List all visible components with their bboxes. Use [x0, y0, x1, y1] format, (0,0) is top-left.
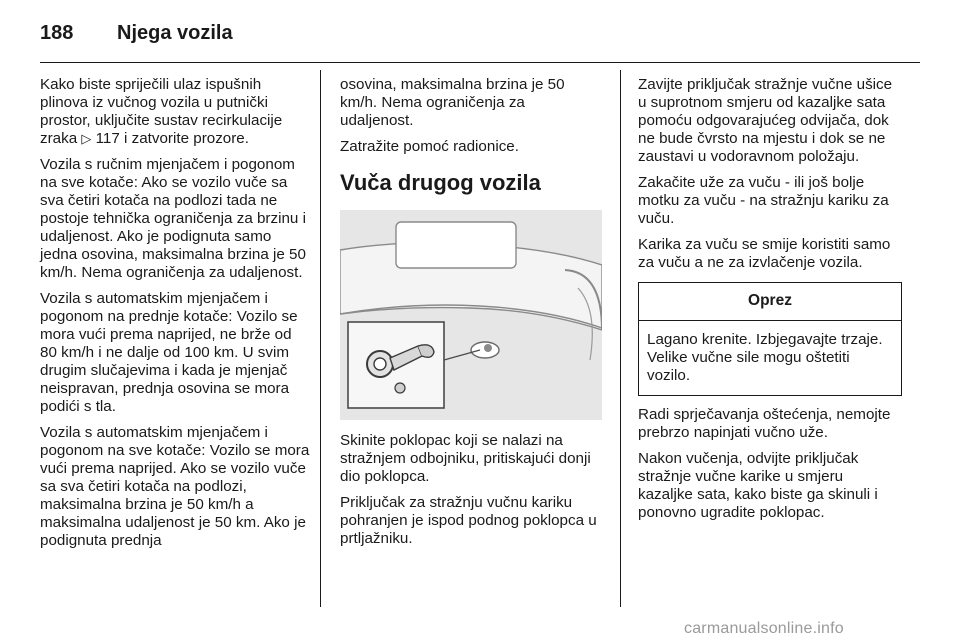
- paragraph: Nakon vučenja, odvijte priključak stražnje vučne karike u smjeru kazaljke sata, kako biste ga skinuli i ponovno ugradite poklopac.: [638, 450, 878, 521]
- page-reference-text: 117 i zatvorite prozore.: [95, 130, 249, 147]
- watermark: carmanualsonline.info: [684, 620, 844, 637]
- column-1: [40, 76, 310, 558]
- paragraph: osovina, maksimalna brzina je 50 km/h. Nema ograničenja za udaljenost.: [340, 76, 565, 129]
- column-divider: [320, 70, 321, 607]
- column-2: [340, 76, 602, 556]
- paragraph: [40, 76, 310, 148]
- paragraph: Vozila s ručnim mjenjačem i pogonom na sve kotače: Ako se vozilo vuče sa sva četiri kotača na podlozi tada ne postoje tehnička ograničenja za brzinu i udaljenost. Ako je podignuta samo jedna osovina, maksimalna brzina je 50 km/h. Nema ograničenja za udaljenost.: [40, 156, 306, 281]
- tow-hook-drawing: [340, 210, 602, 420]
- paragraph: Zavijte priključak stražnje vučne ušice u suprotnom smjeru od kazaljke sata pomoću odgovarajućeg odvijača, dok ne bude čvrsto na mjestu i dok se ne zaustavi u vodoravnom položaju.: [638, 76, 893, 165]
- paragraph: Skinite poklopac koji se nalazi na stražnjem odbojniku, pritiskajući donji dio poklopca.: [340, 432, 591, 485]
- column-3: [638, 76, 902, 530]
- paragraph: Karika za vuču se smije koristiti samo za vuču a ne za izvlačenje vozila.: [638, 236, 891, 271]
- caution-box: [638, 282, 902, 396]
- paragraph: Radi sprječavanja oštećenja, nemojte prebrzo napinjati vučno uže.: [638, 406, 891, 441]
- column-divider: [620, 70, 621, 607]
- paragraph: Zatražite pomoć radionice.: [340, 138, 519, 155]
- paragraph-text: Kako biste spriječili ulaz ispušnih plinova iz vučnog vozila u putnički prostor, uključite sustav recirkulacije zraka: [40, 76, 283, 147]
- paragraph: Zakačite uže za vuču - ili još bolje motku za vuču - na stražnju kariku za vuču.: [638, 174, 889, 227]
- tow-hook-illustration: [340, 210, 602, 420]
- section-heading: Vuča drugog vozila: [340, 170, 541, 195]
- caution-title: Oprez: [639, 283, 901, 321]
- caution-body: Lagano krenite. Izbjegavajte trzaje. Velike vučne sile mogu oštetiti vozilo.: [647, 331, 883, 384]
- page-reference-arrow-icon: ▷: [81, 131, 92, 146]
- page-number: 188: [40, 22, 74, 44]
- paragraph: Vozila s automatskim mjenjačem i pogonom na sve kotače: Vozilo se mora vući prema naprijed. Ako se vozilo vuče sa sva četiri kotača na podlozi, maksimalna brzina je 50 km/h a maksimalna udaljenost je 50 km. Ako je podignuta prednja: [40, 424, 310, 549]
- chapter-title: Njega vozila: [117, 22, 233, 44]
- paragraph: Priključak za stražnju vučnu kariku pohranjen je ispod podnog poklopca u prtljažniku.: [340, 494, 597, 547]
- paragraph: Vozila s automatskim mjenjačem i pogonom na prednje kotače: Vozilo se mora vući prema naprijed, ne brže od 80 km/h i ne dalje od 100 km. U svim drugim slučajevima i kada je mjenjač neispravan, prednja osovina se mora podići s tla.: [40, 290, 298, 415]
- page-header: [40, 14, 920, 63]
